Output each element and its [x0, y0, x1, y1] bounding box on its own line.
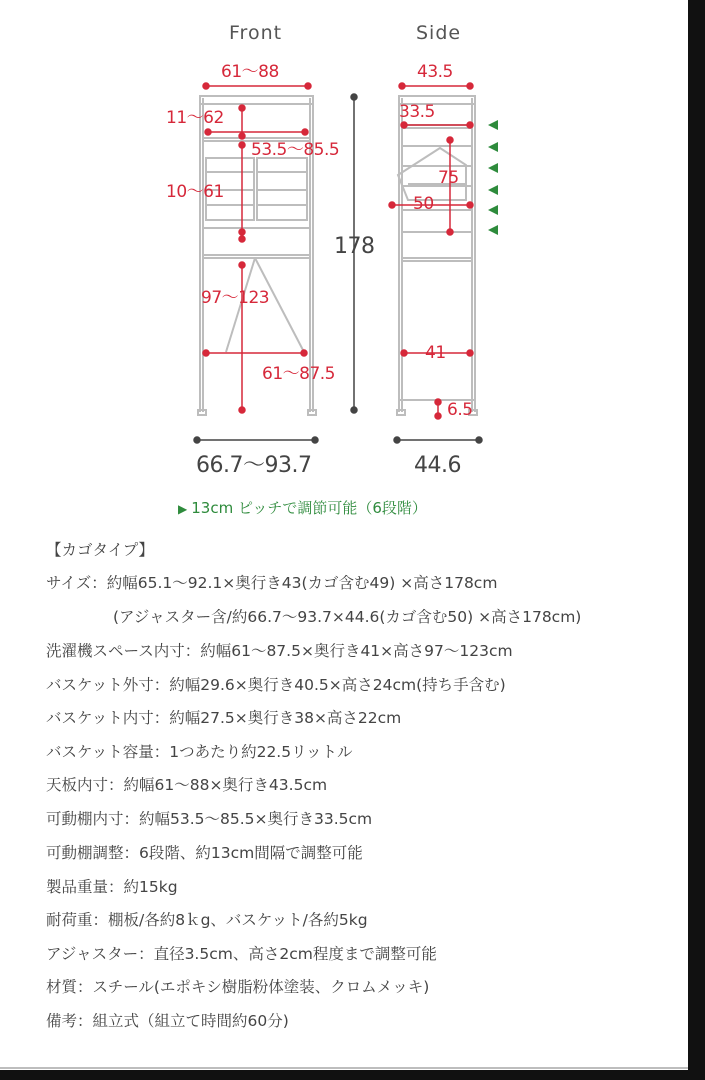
spec-line: 天板内寸：約幅61～88×奥行き43.5cm: [46, 776, 328, 794]
spec-heading: 【カゴタイプ】: [46, 541, 154, 559]
pitch-arrow-icons: [488, 120, 498, 235]
front-washer-height-label: 97～123: [201, 288, 270, 308]
side-basket-depth-label: 50: [413, 194, 434, 214]
side-total-depth-label: 44.6: [414, 453, 461, 478]
side-view-title: Side: [416, 22, 462, 44]
spec-line: 可動棚調整：6段階、約13cm間隔で調整可能: [46, 844, 363, 862]
front-basket-gap-label: 10～61: [166, 182, 224, 202]
spec-line: アジャスター：直径3.5cm、高さ2cm程度まで調整可能: [46, 945, 437, 963]
side-shelf-depth-label: 33.5: [399, 102, 435, 122]
spec-line: 耐荷重：棚板/各約8ｋg、バスケット/各約5kg: [46, 911, 368, 929]
rack-diagram: [0, 0, 688, 540]
frame-border-right: [688, 0, 705, 1080]
front-total-width-label: 66.7～93.7: [196, 453, 312, 478]
total-height-label: 178: [334, 234, 375, 259]
side-view-drawing: [397, 96, 477, 415]
front-shelf-width-label: 53.5～85.5: [251, 140, 340, 160]
spec-line: 洗濯機スペース内寸：約幅61～87.5×奥行き41×高さ97～123cm: [46, 642, 513, 660]
play-triangle-icon: ▶: [178, 502, 188, 516]
spec-line: 製品重量：約15kg: [46, 878, 178, 896]
front-washer-width-label: 61～87.5: [262, 364, 335, 384]
spec-line: 材質：スチール(エポキシ樹脂粉体塗装、クロムメッキ): [46, 978, 430, 996]
side-adjuster-height-label: 6.5: [447, 400, 473, 420]
frame-border-bottom: [0, 1070, 705, 1080]
pitch-note: [178, 497, 427, 518]
spec-line: バスケット外寸：約幅29.6×奥行き40.5×高さ24cm(持ち手含む): [46, 676, 506, 694]
side-basket-width-label: 75: [438, 168, 459, 188]
spec-line: 可動棚内寸：約幅53.5～85.5×奥行き33.5cm: [46, 810, 373, 828]
spec-line: (アジャスター含/約66.7～93.7×44.6(カゴ含む50) ×高さ178cm): [113, 608, 582, 626]
spec-line: バスケット容量：1つあたり約22.5リットル: [46, 743, 353, 761]
spec-line: バスケット内寸：約幅27.5×奥行き38×高さ22cm: [46, 709, 402, 727]
front-view-title: Front: [229, 22, 283, 44]
bottom-rule: [0, 1067, 688, 1069]
side-washer-depth-label: 41: [425, 343, 446, 363]
front-top-width-label: 61～88: [221, 62, 279, 82]
spec-line: サイズ：約幅65.1～92.1×奥行き43(カゴ含む49) ×高さ178cm: [46, 574, 498, 592]
spec-line: 備考：組立式（組立て時間約60分): [46, 1012, 289, 1030]
side-top-depth-label: 43.5: [417, 62, 453, 82]
pitch-note-text: 13cm ピッチで調節可能（6段階）: [191, 499, 427, 517]
side-overall-dimension-lines: [394, 437, 482, 443]
front-top-shelf-gap-label: 11～62: [166, 108, 224, 128]
